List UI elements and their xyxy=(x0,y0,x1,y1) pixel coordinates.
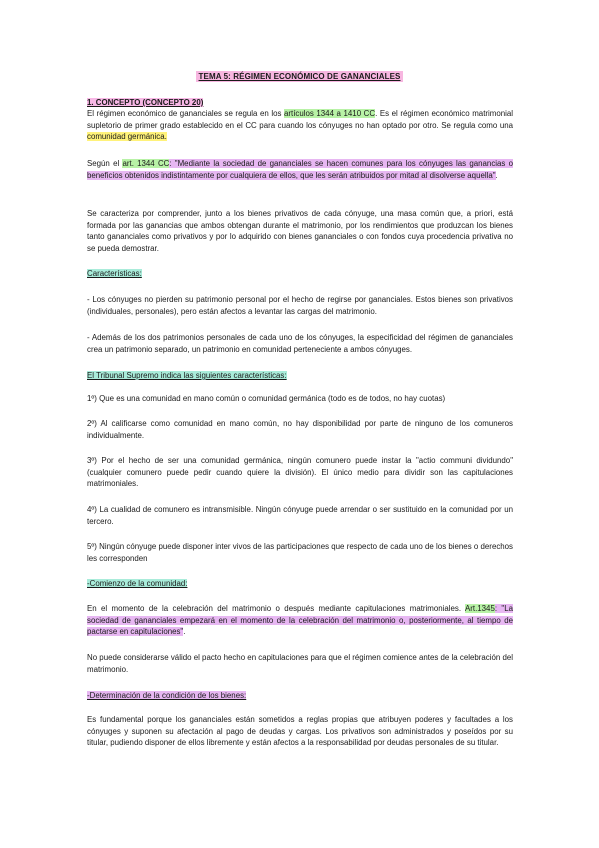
comienzo-p2-text: No puede considerarse válido el pacto hecho en capitulaciones para que el régimen comience antes de la celebración del matrimonio. xyxy=(87,653,513,674)
title-text: TEMA 5: RÉGIMEN ECONÓMICO DE GANANCIALES xyxy=(196,71,404,82)
s1-p1-text-a: El régimen económico de gananciales se regula en los xyxy=(87,109,284,118)
determinacion-heading xyxy=(87,690,513,702)
determinacion-heading-text: -Determinación de la condición de los bienes: xyxy=(87,691,247,700)
caracteristicas-item-1 xyxy=(87,294,513,317)
ts-item-4 xyxy=(87,504,513,527)
caracteristicas-item-2 xyxy=(87,332,513,355)
ts-heading xyxy=(87,370,513,382)
section-1-heading-text: 1. CONCEPTO (CONCEPTO 20) xyxy=(87,98,204,107)
s1-p1-comunidad: comunidad germánica. xyxy=(87,132,167,142)
comienzo-p1-text-a: En el momento de la celebración del matrimonio o después mediante capitulaciones matrimoniales. xyxy=(87,604,465,613)
section-1-paragraph-2 xyxy=(87,158,513,181)
s1-p1-article-ref: artículos 1344 a 1410 CC xyxy=(284,109,376,118)
ts-item-1 xyxy=(87,393,513,405)
caracteristicas-item-1-text: - Los cónyuges no pierden su patrimonio personal por el hecho de regirse por gananciales. Estos bienes son privativos (individuales, personales), pero están afectos a levantar las cargas del matrimonio. xyxy=(87,295,513,316)
determinacion-paragraph xyxy=(87,714,513,749)
comienzo-p1-article-ref: Art.1345 xyxy=(465,604,495,613)
ts-item-5-text: 5º) Ningún cónyuge puede disponer inter vivos de las participaciones que respecto de cada uno de los bienes o derechos les corresponden xyxy=(87,542,513,563)
caracteristicas-heading-text: Características: xyxy=(87,269,142,278)
comienzo-p1-end: . xyxy=(183,627,186,637)
ts-item-4-text: 4º) La cualidad de comunero es intransmisible. Ningún cónyuge puede arrendar o ser sustituido en la comunidad por un tercero. xyxy=(87,505,513,526)
ts-item-3-text: 3º) Por el hecho de ser una comunidad germánica, ningún comunero puede instar la "actio communi dividundo" (cualquier comunero puede pedir cuando quiere la división). El único medio para dividir son las capitulaciones matrimoniales. xyxy=(87,456,513,489)
comienzo-p1-quote: : "La sociedad de gananciales empezará en el momento de la celebración del matrimonio o, posteriormente, al tiempo de pactarse en capitulaciones" xyxy=(87,604,513,637)
ts-item-5 xyxy=(87,541,513,564)
section-1-paragraph-3 xyxy=(87,208,513,254)
determinacion-p1-text: Es fundamental porque los gananciales están sometidos a reglas propias que atribuyen poderes y facultades a los cónyuges y suponen su afectación al pago de deudas y cargas. Los privativos son administrados y poseídos por su titular, pudiendo disponer de ellos libremente y están afectos a la responsabilidad por deudas personales de su titular. xyxy=(87,715,513,748)
caracteristicas-item-2-text: - Además de los dos patrimonios personales de cada uno de los cónyuges, la especificidad del régimen de gananciales crea un patrimonio separado, un patrimonio en comunidad perteneciente a ambos cónyuges. xyxy=(87,333,513,354)
comienzo-heading-text: -Comienzo de la comunidad: xyxy=(87,579,188,588)
s1-p1-text-b: . Es el régimen económico matrimonial supletorio de primer grado establecido en el CC para cuando los cónyuges no han optado por otro. Se regula como una xyxy=(87,109,514,130)
ts-item-2 xyxy=(87,418,513,441)
document-title xyxy=(0,72,599,81)
s1-p2-article-ref: art. 1344 CC xyxy=(122,159,170,168)
comienzo-heading xyxy=(87,578,513,590)
ts-item-3 xyxy=(87,455,513,490)
section-1-paragraph-1 xyxy=(87,108,513,143)
comienzo-paragraph-1 xyxy=(87,603,513,638)
s1-p2-text-a: Según el xyxy=(87,159,123,168)
comienzo-paragraph-2 xyxy=(87,652,513,675)
s1-p2-end: . xyxy=(495,170,498,180)
ts-item-1-text: 1º) Que es una comunidad en mano común o comunidad germánica (todo es de todos, no hay cuotas) xyxy=(87,394,446,403)
ts-heading-text: El Tribunal Supremo indica las siguientes características: xyxy=(87,371,287,380)
ts-item-2-text: 2º) Al calificarse como comunidad en mano común, no hay disponibilidad por parte de ninguno de los comuneros individualmente. xyxy=(87,419,513,440)
caracteristicas-heading xyxy=(87,268,513,280)
s1-p3-text: Se caracteriza por comprender, junto a los bienes privativos de cada cónyuge, una masa común que, a priori, está formada por las ganancias que ambos obtengan durante el matrimonio, por los rendimientos que produzcan los bienes tanto gananciales como privativos y por lo adquirido con bienes gananciales o con fondos cuya procedencia privativa no se pueda demostrar. xyxy=(87,209,513,253)
s1-p2-quote: : "Mediante la sociedad de gananciales se hacen comunes para los cónyuges las ganancias o beneficios obtenidos indistintamente por cualquiera de ellos, que les serán atribuidos por mitad al disolverse aquella" xyxy=(87,159,513,180)
section-1-heading xyxy=(87,97,513,109)
